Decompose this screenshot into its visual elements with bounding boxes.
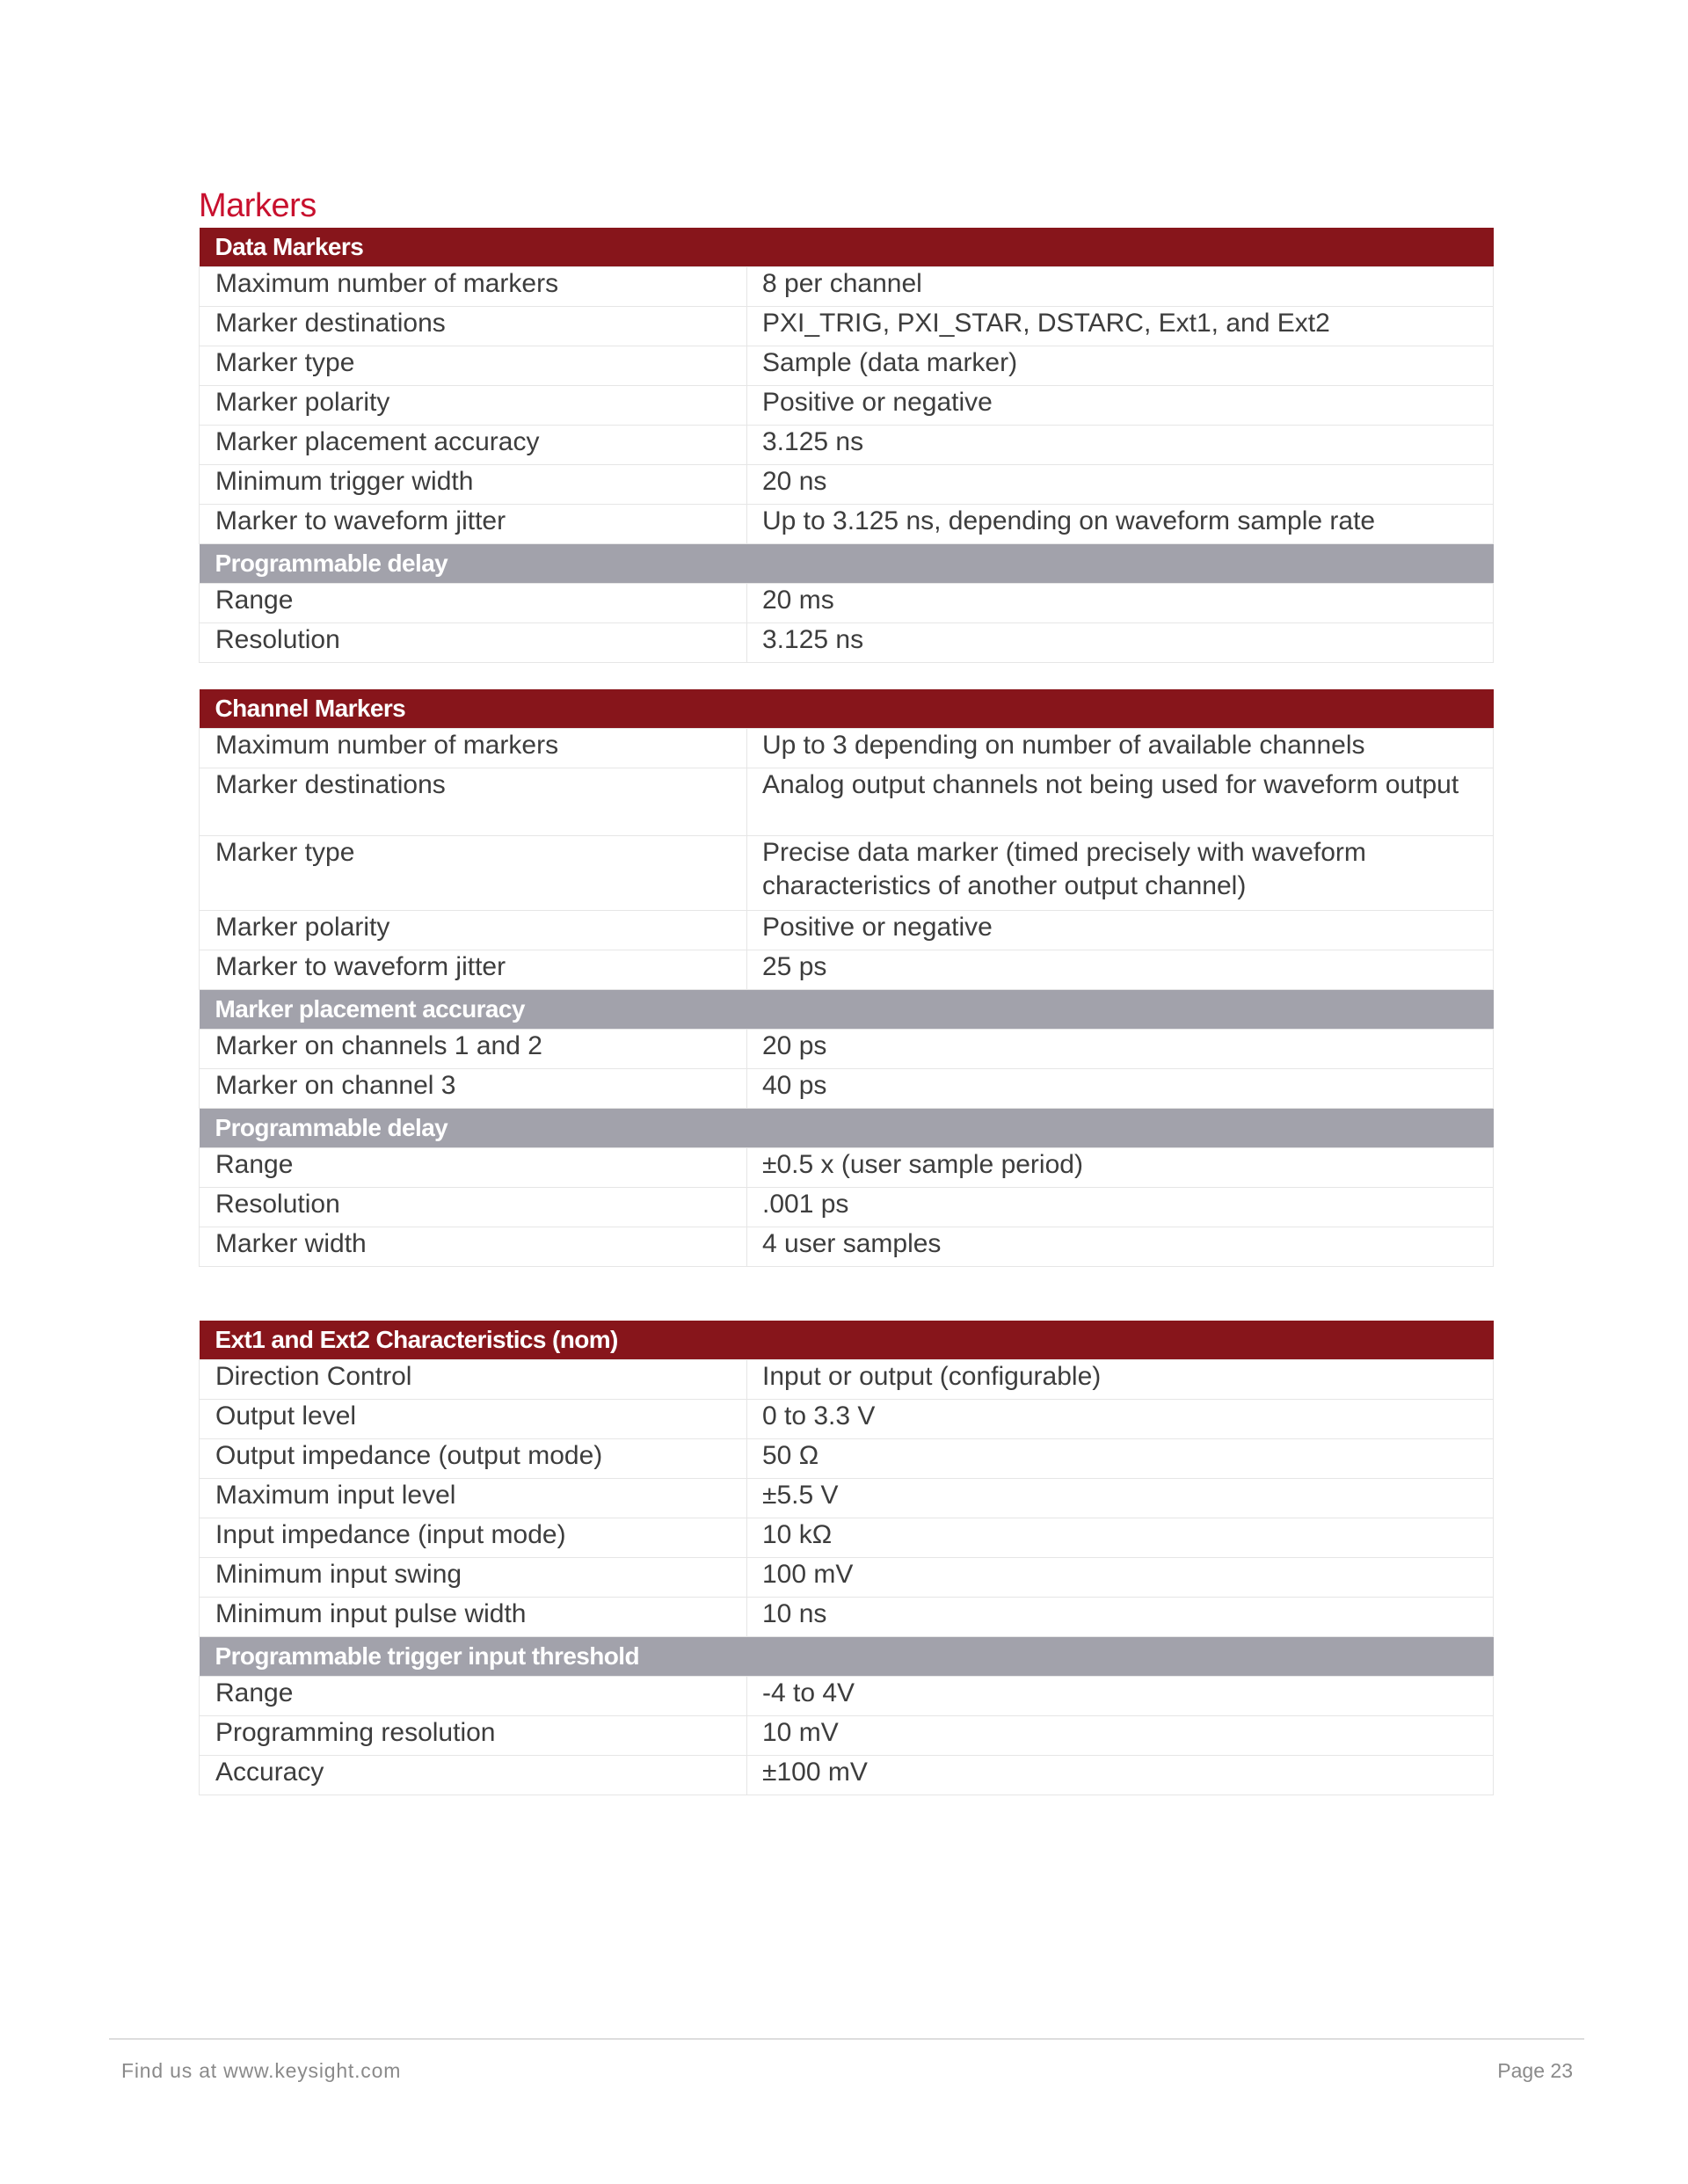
spec-value: PXI_TRIG, PXI_STAR, DSTARC, Ext1, and Ext2 [747, 307, 1494, 346]
spec-label: Marker destinations [200, 768, 747, 836]
table-header: Ext1 and Ext2 Characteristics (nom) [200, 1321, 1494, 1360]
spec-value: 3.125 ns [747, 623, 1494, 663]
spec-label: Marker width [200, 1227, 747, 1267]
spec-value: 100 mV [747, 1558, 1494, 1598]
spec-label: Marker placement accuracy [200, 426, 747, 465]
spec-label: Minimum trigger width [200, 465, 747, 505]
spec-label: Marker destinations [200, 307, 747, 346]
spec-value: Positive or negative [747, 911, 1494, 950]
footer-divider [109, 2038, 1584, 2040]
spec-label: Minimum input pulse width [200, 1598, 747, 1637]
spec-value: .001 ps [747, 1188, 1494, 1227]
spec-value: ±0.5 x (user sample period) [747, 1148, 1494, 1188]
spec-value: 10 ns [747, 1598, 1494, 1637]
table-subheader: Programmable trigger input threshold [200, 1637, 1494, 1677]
table-subheader: Programmable delay [200, 1109, 1494, 1148]
spec-value: 20 ps [747, 1030, 1494, 1069]
spec-label: Resolution [200, 623, 747, 663]
spec-label: Range [200, 1148, 747, 1188]
spec-value: 10 mV [747, 1716, 1494, 1756]
table-subheader: Programmable delay [200, 544, 1494, 584]
spec-label: Marker to waveform jitter [200, 505, 747, 544]
spec-value: 10 kΩ [747, 1518, 1494, 1558]
spec-value: 4 user samples [747, 1227, 1494, 1267]
spec-value: Input or output (configurable) [747, 1360, 1494, 1400]
spec-value: Analog output channels not being used for waveform output [747, 768, 1494, 836]
footer-website: Find us at www.keysight.com [121, 2059, 402, 2082]
spec-value: ±5.5 V [747, 1479, 1494, 1518]
spec-label: Marker polarity [200, 911, 747, 950]
ext-characteristics-table [199, 1321, 1494, 1795]
spec-label: Output level [200, 1400, 747, 1439]
spec-value: 25 ps [747, 950, 1494, 990]
spec-value: 0 to 3.3 V [747, 1400, 1494, 1439]
spec-label: Range [200, 584, 747, 623]
table-header: Channel Markers [200, 689, 1494, 729]
spec-value: 8 per channel [747, 267, 1494, 307]
spec-label: Accuracy [200, 1756, 747, 1795]
spec-label: Maximum number of markers [200, 267, 747, 307]
spec-label: Marker polarity [200, 386, 747, 426]
spec-value: Positive or negative [747, 386, 1494, 426]
spec-label: Minimum input swing [200, 1558, 747, 1598]
spec-label: Input impedance (input mode) [200, 1518, 747, 1558]
spec-value: Sample (data marker) [747, 346, 1494, 386]
spec-value: -4 to 4V [747, 1677, 1494, 1716]
channel-markers-table [199, 689, 1494, 1267]
page-number: Page 23 [1497, 2059, 1573, 2082]
spec-value: Up to 3 depending on number of available channels [747, 729, 1494, 768]
spec-label: Maximum input level [200, 1479, 747, 1518]
spec-value: ±100 mV [747, 1756, 1494, 1795]
spec-label: Programming resolution [200, 1716, 747, 1756]
spec-value: Up to 3.125 ns, depending on waveform sample rate [747, 505, 1494, 544]
spec-label: Marker on channel 3 [200, 1069, 747, 1109]
spec-label: Marker to waveform jitter [200, 950, 747, 990]
spec-label: Output impedance (output mode) [200, 1439, 747, 1479]
spec-value: 40 ps [747, 1069, 1494, 1109]
spec-value: 50 Ω [747, 1439, 1494, 1479]
spec-value: 20 ms [747, 584, 1494, 623]
spec-value: Precise data marker (timed precisely with waveform characteristics of another output channel) [747, 836, 1494, 911]
data-markers-table [199, 228, 1494, 663]
spec-label: Maximum number of markers [200, 729, 747, 768]
table-header: Data Markers [200, 228, 1494, 267]
spec-value: 20 ns [747, 465, 1494, 505]
spec-value: 3.125 ns [747, 426, 1494, 465]
spec-label: Direction Control [200, 1360, 747, 1400]
table-subheader: Marker placement accuracy [200, 990, 1494, 1030]
spec-label: Marker type [200, 346, 747, 386]
spec-label: Resolution [200, 1188, 747, 1227]
spec-label: Range [200, 1677, 747, 1716]
spec-label: Marker type [200, 836, 747, 911]
spec-label: Marker on channels 1 and 2 [200, 1030, 747, 1069]
section-title: Markers [199, 187, 316, 224]
